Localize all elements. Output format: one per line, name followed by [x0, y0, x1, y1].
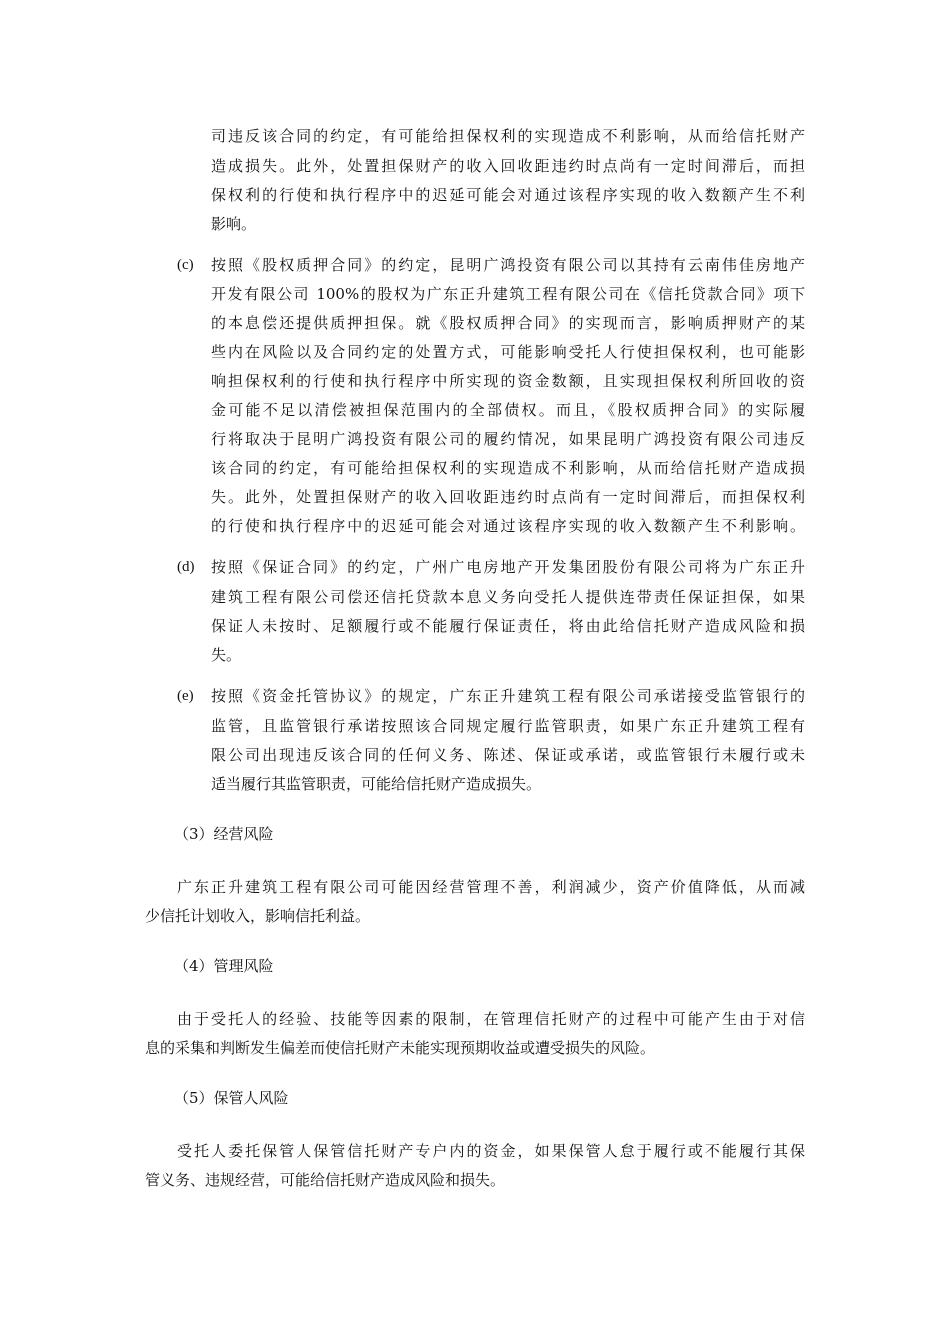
- text-line: 息的采集和判断发生偏差而使信托财产未能实现预期收益或遭受损失的风险。: [145, 1039, 656, 1057]
- text-line: 的行使和执行程序中的迟延可能会对通过该程序实现的收入数额产生不利影响。: [211, 517, 805, 535]
- list-marker: (e): [177, 688, 194, 704]
- text-line: 按照《资金托管协议》的规定，广东正升建筑工程有限公司承诺接受监管银行的: [211, 687, 805, 705]
- text-line: 行将取决于昆明广鸿投资有限公司的履约情况，如果昆明广鸿投资有限公司违反: [211, 430, 805, 448]
- list-marker: (d): [177, 559, 195, 575]
- section-heading: （3）经营风险: [174, 825, 274, 843]
- text-line: 按照《保证合同》的约定，广州广电房地产开发集团股份有限公司将为广东正升: [211, 558, 805, 576]
- text-line: 受托人委托保管人保管信托财产专户内的资金，如果保管人怠于履行或不能履行其保: [177, 1142, 805, 1160]
- text-line: 影响。: [211, 215, 257, 233]
- text-line: 保权利的行使和执行程序中的迟延可能会对通过该程序实现的收入数额产生不利: [211, 186, 805, 204]
- text-line: 由于受托人的经验、技能等因素的限制，在管理信托财产的过程中可能产生由于对信: [177, 1010, 805, 1028]
- text-line: 的本息偿还提供质押担保。就《股权质押合同》的实现而言，影响质押财产的某: [211, 314, 805, 332]
- section-heading: （5）保管人风险: [174, 1089, 289, 1107]
- text-line: 少信托计划收入，影响信托利益。: [145, 907, 371, 925]
- text-line: 失。此外，处置担保财产的收入回收距违约时点尚有一定时间滞后，而担保权利: [211, 488, 805, 506]
- text-line: 金可能不足以清偿被担保范围内的全部债权。而且，《股权质押合同》的实际履: [211, 401, 805, 419]
- text-line: 造成损失。此外，处置担保财产的收入回收距违约时点尚有一定时间滞后，而担: [211, 157, 805, 175]
- text-line: 限公司出现违反该合同的任何义务、陈述、保证或承诺，或监管银行未履行或未: [211, 746, 805, 764]
- text-line: 按照《股权质押合同》的约定，昆明广鸿投资有限公司以其持有云南伟佳房地产: [211, 256, 805, 274]
- text-line: 适当履行其监管职责，可能给信托财产造成损失。: [211, 775, 542, 793]
- text-line: 管义务、违规经营，可能给信托财产造成风险和损失。: [145, 1171, 506, 1189]
- section-heading: （4）管理风险: [174, 957, 274, 975]
- text-line: 保证人未按时、足额履行或不能履行保证责任，将由此给信托财产造成风险和损: [211, 617, 805, 635]
- text-line: 该合同的约定，有可能给担保权利的实现造成不利影响，从而给信托财产造成损: [211, 459, 805, 477]
- list-marker: (c): [177, 257, 194, 273]
- text-line: 失。: [211, 646, 242, 664]
- text-line: 些内在风险以及合同约定的处置方式，可能影响受托人行使担保权利，也可能影: [211, 343, 805, 361]
- text-line: 监管，且监管银行承诺按照该合同规定履行监管职责，如果广东正升建筑工程有: [211, 717, 805, 735]
- text-line: 响担保权利的行使和执行程序中所实现的资金数额，且实现担保权利所回收的资: [211, 372, 805, 390]
- text-line: 开发有限公司 100%的股权为广东正升建筑工程有限公司在《信托贷款合同》项下: [211, 285, 805, 303]
- text-line: 司违反该合同的约定，有可能给担保权利的实现造成不利影响，从而给信托财产: [211, 127, 805, 145]
- text-line: 建筑工程有限公司偿还信托贷款本息义务向受托人提供连带责任保证担保，如果: [211, 588, 805, 606]
- text-line: 广东正升建筑工程有限公司可能因经营管理不善，利润减少，资产价值降低，从而减: [177, 878, 805, 896]
